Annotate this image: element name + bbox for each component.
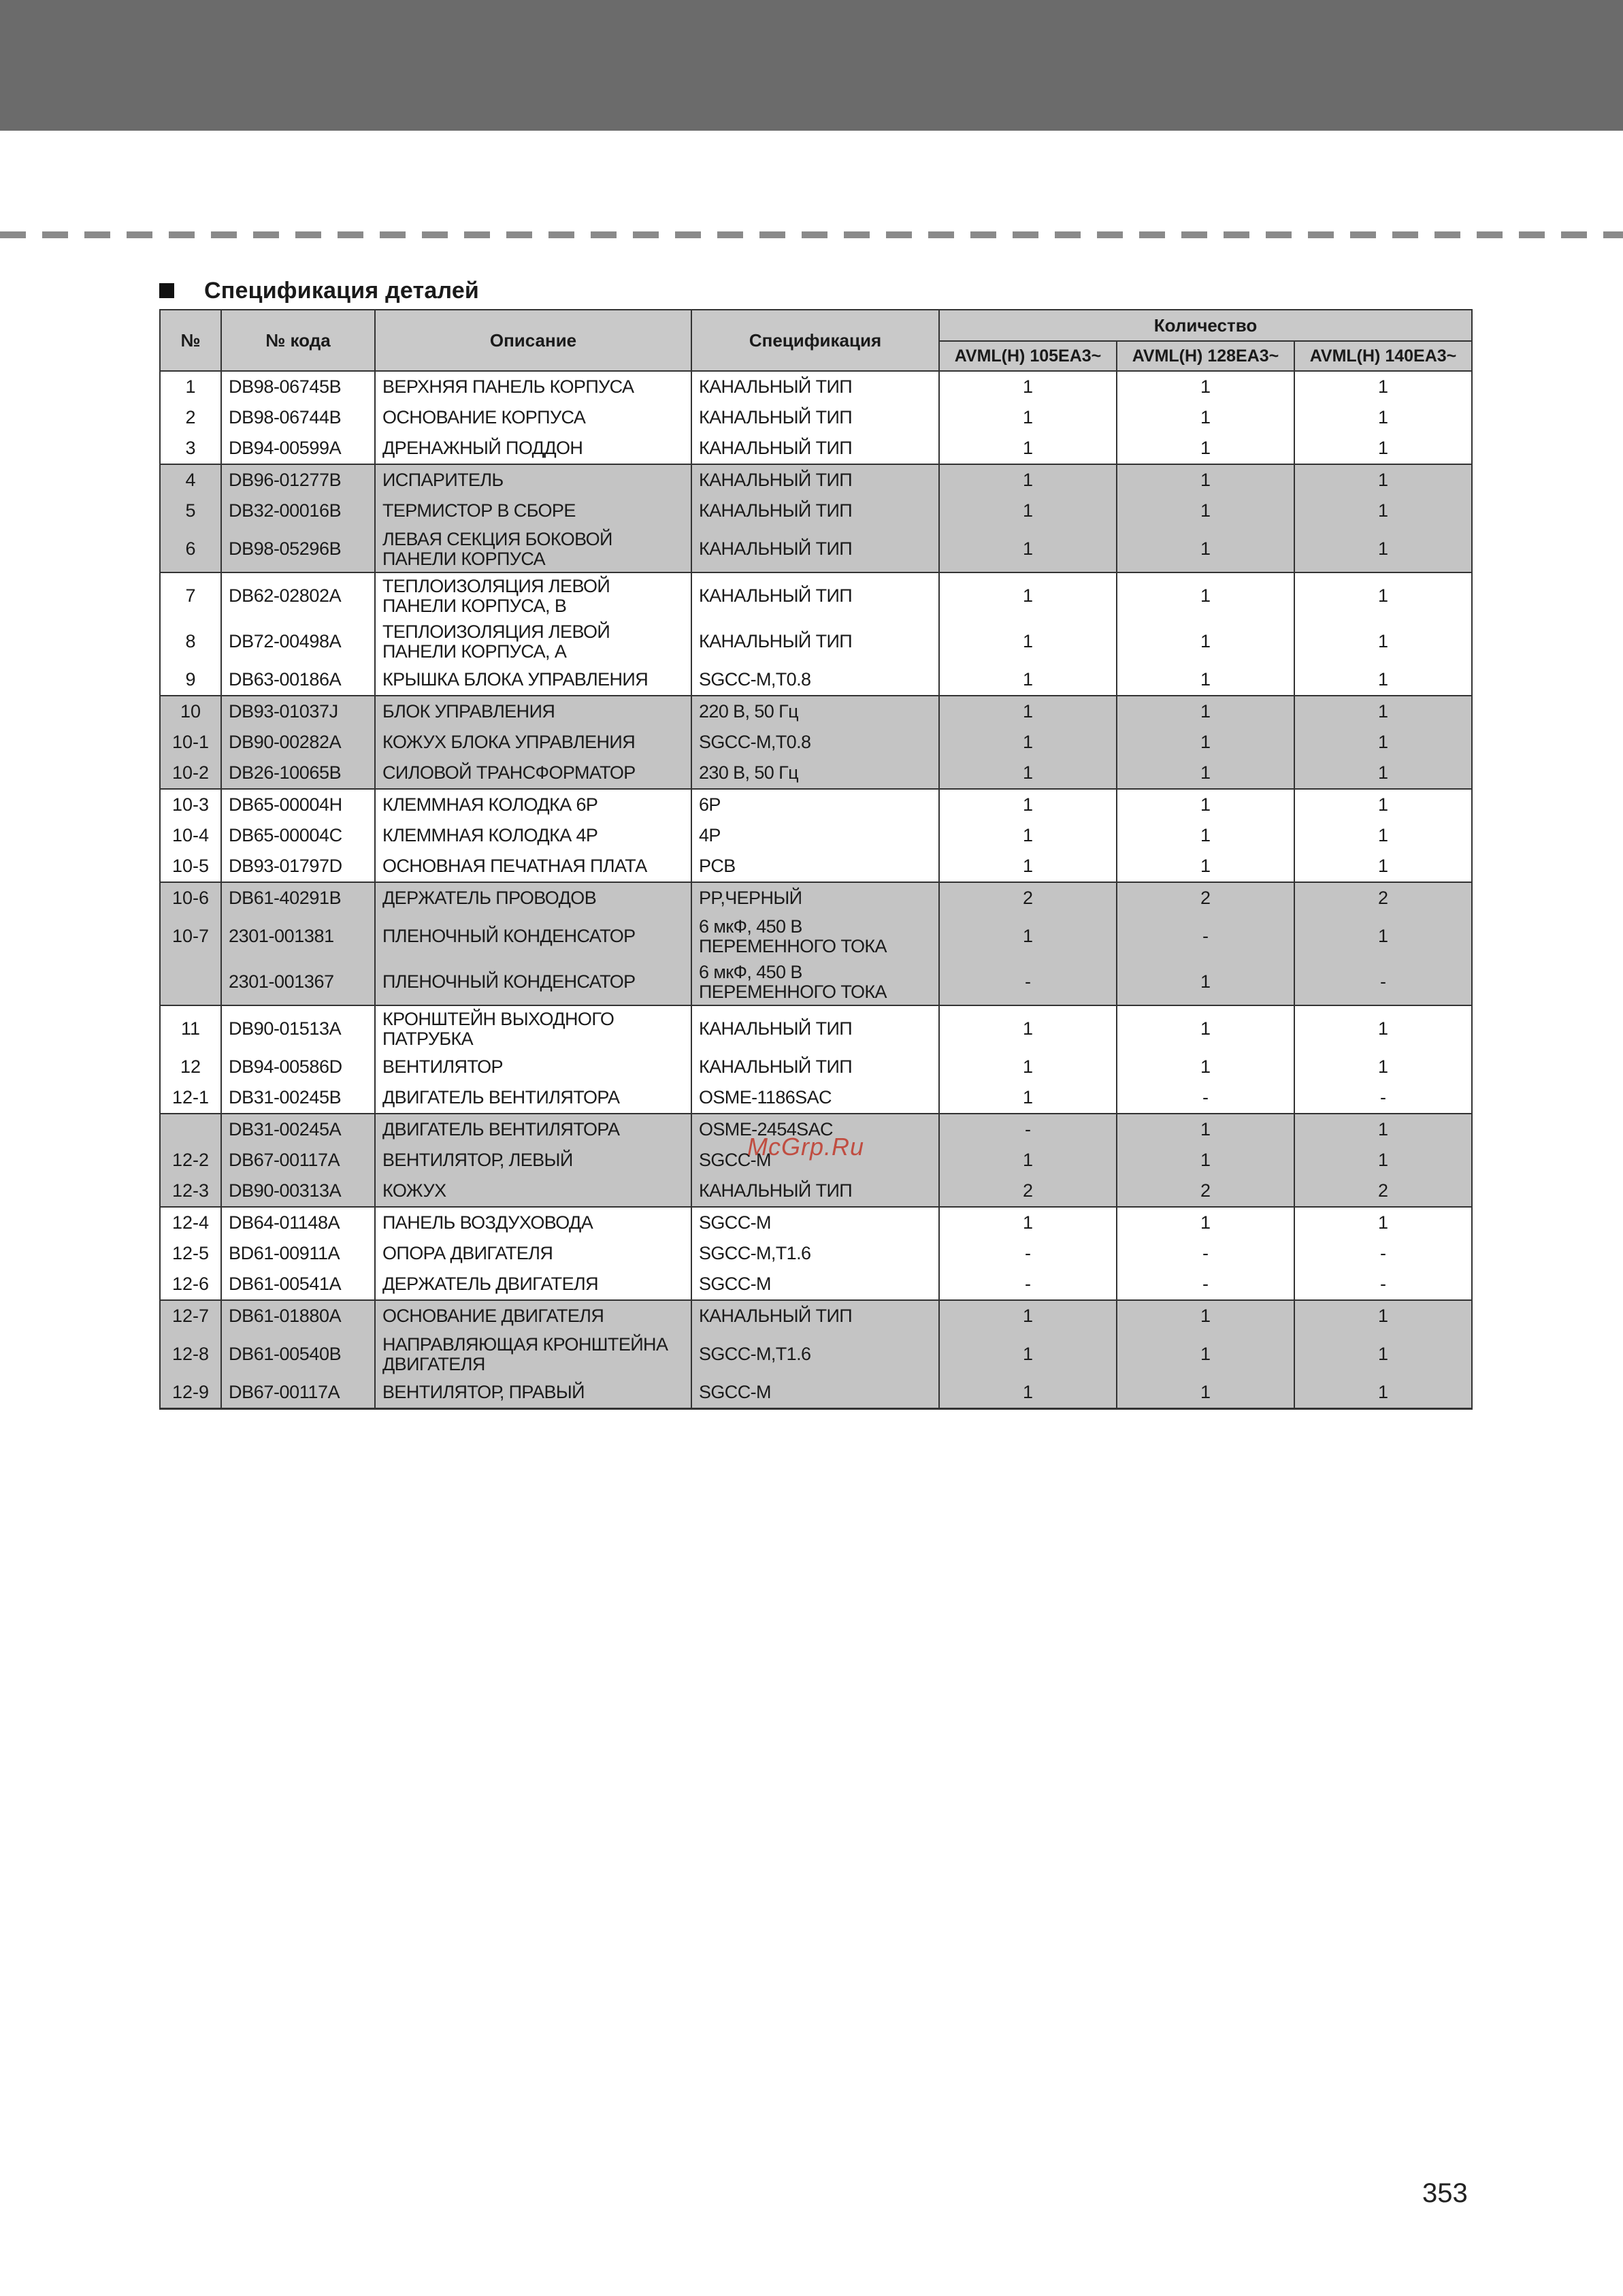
- cell-code: DB31-00245B: [221, 1082, 375, 1114]
- cell-qty-140: 1: [1294, 371, 1472, 402]
- cell-no: 1: [160, 371, 221, 402]
- cell-specification: КАНАЛЬНЫЙ ТИП: [691, 526, 939, 572]
- table-row: [160, 1269, 1472, 1300]
- cell-qty-105: 1: [939, 572, 1117, 619]
- cell-specification: SGCC-M,T1.6: [691, 1238, 939, 1269]
- table-row: [160, 1207, 1472, 1238]
- cell-specification: КАНАЛЬНЫЙ ТИП: [691, 1005, 939, 1052]
- table-row: [160, 727, 1472, 758]
- cell-specification: PCB: [691, 851, 939, 882]
- cell-no: [160, 959, 221, 1005]
- cell-qty-105: 1: [939, 619, 1117, 664]
- cell-description: ДЕРЖАТЕЛЬ ПРОВОДОВ: [375, 882, 691, 913]
- cell-qty-105: -: [939, 1269, 1117, 1300]
- cell-specification: SGCC-M,T0.8: [691, 664, 939, 696]
- cell-description: ВЕРХНЯЯ ПАНЕЛЬ КОРПУСА: [375, 371, 691, 402]
- cell-code: DB93-01797D: [221, 851, 375, 882]
- cell-qty-105: 1: [939, 1005, 1117, 1052]
- cell-qty-105: 1: [939, 496, 1117, 526]
- cell-no: 10-6: [160, 882, 221, 913]
- cell-description: ТЕПЛОИЗОЛЯЦИЯ ЛЕВОЙ ПАНЕЛИ КОРПУСА, В: [375, 572, 691, 619]
- cell-qty-140: 1: [1294, 1207, 1472, 1238]
- cell-description: СИЛОВОЙ ТРАНСФОРМАТОР: [375, 758, 691, 789]
- cell-qty-128: 1: [1117, 464, 1294, 496]
- cell-code: DB63-00186A: [221, 664, 375, 696]
- cell-qty-105: 1: [939, 1145, 1117, 1176]
- cell-qty-128: -: [1117, 913, 1294, 959]
- cell-description: КРОНШТЕЙН ВЫХОДНОГО ПАТРУБКА: [375, 1005, 691, 1052]
- table-row: [160, 820, 1472, 851]
- cell-qty-128: -: [1117, 1082, 1294, 1114]
- cell-no: 10-4: [160, 820, 221, 851]
- cell-no: 5: [160, 496, 221, 526]
- cell-qty-140: 1: [1294, 526, 1472, 572]
- cell-specification: OSME-1186SAC: [691, 1082, 939, 1114]
- section-title: Спецификация деталей: [204, 277, 480, 304]
- cell-description: ОПОРА ДВИГАТЕЛЯ: [375, 1238, 691, 1269]
- cell-description: ДВИГАТЕЛЬ ВЕНТИЛЯТОРА: [375, 1082, 691, 1114]
- cell-code: DB98-06745B: [221, 371, 375, 402]
- section-heading: [159, 274, 479, 308]
- cell-description: ИСПАРИТЕЛЬ: [375, 464, 691, 496]
- header-quantity: Количество: [939, 310, 1472, 341]
- cell-qty-140: 1: [1294, 727, 1472, 758]
- cell-no: 9: [160, 664, 221, 696]
- table-row: [160, 526, 1472, 572]
- table-row: [160, 433, 1472, 464]
- cell-qty-140: 1: [1294, 758, 1472, 789]
- cell-specification: КАНАЛЬНЫЙ ТИП: [691, 433, 939, 464]
- cell-qty-128: -: [1117, 1238, 1294, 1269]
- cell-code: 2301-001381: [221, 913, 375, 959]
- cell-qty-128: 1: [1117, 664, 1294, 696]
- cell-qty-128: 1: [1117, 727, 1294, 758]
- table-row: [160, 1005, 1472, 1052]
- cell-specification: 6 мкФ, 450 В ПЕРЕМЕННОГО ТОКА: [691, 959, 939, 1005]
- cell-description: БЛОК УПРАВЛЕНИЯ: [375, 696, 691, 727]
- cell-no: 8: [160, 619, 221, 664]
- table-row: [160, 913, 1472, 959]
- cell-no: 12-5: [160, 1238, 221, 1269]
- cell-qty-140: 1: [1294, 1377, 1472, 1409]
- table-row: [160, 789, 1472, 820]
- cell-qty-128: 1: [1117, 820, 1294, 851]
- cell-description: ДЕРЖАТЕЛЬ ДВИГАТЕЛЯ: [375, 1269, 691, 1300]
- cell-specification: 220 В, 50 Гц: [691, 696, 939, 727]
- cell-qty-128: 1: [1117, 619, 1294, 664]
- cell-specification: КАНАЛЬНЫЙ ТИП: [691, 1052, 939, 1082]
- cell-description: ОСНОВНАЯ ПЕЧАТНАЯ ПЛАТА: [375, 851, 691, 882]
- cell-qty-128: 1: [1117, 371, 1294, 402]
- cell-code: DB61-00541A: [221, 1269, 375, 1300]
- cell-description: ПЛЕНОЧНЫЙ КОНДЕНСАТОР: [375, 913, 691, 959]
- cell-qty-105: -: [939, 1114, 1117, 1145]
- cell-qty-105: 1: [939, 758, 1117, 789]
- cell-code: DB26-10065B: [221, 758, 375, 789]
- cell-no: 4: [160, 464, 221, 496]
- cell-no: 10-3: [160, 789, 221, 820]
- cell-specification: SGCC-M: [691, 1145, 939, 1176]
- cell-qty-105: 1: [939, 433, 1117, 464]
- cell-specification: 6P: [691, 789, 939, 820]
- cell-qty-128: 1: [1117, 758, 1294, 789]
- cell-description: КРЫШКА БЛОКА УПРАВЛЕНИЯ: [375, 664, 691, 696]
- cell-code: DB98-05296B: [221, 526, 375, 572]
- cell-specification: КАНАЛЬНЫЙ ТИП: [691, 619, 939, 664]
- cell-qty-140: 1: [1294, 1005, 1472, 1052]
- cell-no: 11: [160, 1005, 221, 1052]
- cell-specification: КАНАЛЬНЫЙ ТИП: [691, 496, 939, 526]
- cell-qty-140: 1: [1294, 1331, 1472, 1377]
- cell-qty-105: 1: [939, 526, 1117, 572]
- cell-qty-140: -: [1294, 1269, 1472, 1300]
- cell-qty-140: 1: [1294, 433, 1472, 464]
- cell-code: 2301-001367: [221, 959, 375, 1005]
- cell-qty-140: 1: [1294, 820, 1472, 851]
- cell-qty-105: 2: [939, 882, 1117, 913]
- cell-qty-128: 1: [1117, 1114, 1294, 1145]
- table-row: [160, 882, 1472, 913]
- table-row: [160, 1377, 1472, 1409]
- cell-code: DB65-00004H: [221, 789, 375, 820]
- header-no: №: [160, 310, 221, 371]
- table-row: [160, 1082, 1472, 1114]
- cell-qty-128: 1: [1117, 1377, 1294, 1409]
- table-row: [160, 1176, 1472, 1207]
- cell-qty-140: 1: [1294, 664, 1472, 696]
- cell-qty-105: 1: [939, 402, 1117, 433]
- table-row: [160, 959, 1472, 1005]
- cell-qty-128: 1: [1117, 526, 1294, 572]
- cell-no: 10-7: [160, 913, 221, 959]
- cell-qty-105: 1: [939, 1207, 1117, 1238]
- cell-qty-140: 2: [1294, 882, 1472, 913]
- cell-no: 12-3: [160, 1176, 221, 1207]
- cell-code: DB90-01513A: [221, 1005, 375, 1052]
- cell-code: DB93-01037J: [221, 696, 375, 727]
- cell-qty-128: 1: [1117, 433, 1294, 464]
- cell-no: 2: [160, 402, 221, 433]
- cell-qty-140: 1: [1294, 1114, 1472, 1145]
- cell-qty-105: 1: [939, 1300, 1117, 1331]
- cell-qty-140: 1: [1294, 572, 1472, 619]
- cell-qty-128: 1: [1117, 402, 1294, 433]
- cell-qty-105: 1: [939, 1377, 1117, 1409]
- cell-qty-105: 1: [939, 696, 1117, 727]
- header-model-128: AVML(H) 128EA3~: [1117, 341, 1294, 371]
- cell-code: DB72-00498A: [221, 619, 375, 664]
- table-row: [160, 696, 1472, 727]
- cell-specification: КАНАЛЬНЫЙ ТИП: [691, 1176, 939, 1207]
- cell-specification: 230 В, 50 Гц: [691, 758, 939, 789]
- cell-description: ПЛЕНОЧНЫЙ КОНДЕНСАТОР: [375, 959, 691, 1005]
- header-code: № кода: [221, 310, 375, 371]
- cell-qty-128: 1: [1117, 959, 1294, 1005]
- cell-code: DB90-00313A: [221, 1176, 375, 1207]
- cell-no: 12-6: [160, 1269, 221, 1300]
- cell-qty-128: 1: [1117, 572, 1294, 619]
- cell-no: 12-4: [160, 1207, 221, 1238]
- cell-no: 10: [160, 696, 221, 727]
- cell-no: 12-2: [160, 1145, 221, 1176]
- cell-qty-140: -: [1294, 1238, 1472, 1269]
- cell-qty-105: 1: [939, 851, 1117, 882]
- cell-code: DB90-00282A: [221, 727, 375, 758]
- cell-qty-105: 1: [939, 1052, 1117, 1082]
- cell-code: DB98-06744B: [221, 402, 375, 433]
- table-row: [160, 1238, 1472, 1269]
- cell-specification: КАНАЛЬНЫЙ ТИП: [691, 572, 939, 619]
- cell-code: BD61-00911A: [221, 1238, 375, 1269]
- table-row: [160, 371, 1472, 402]
- header-description: Описание: [375, 310, 691, 371]
- cell-code: DB96-01277B: [221, 464, 375, 496]
- cell-specification: SGCC-M: [691, 1269, 939, 1300]
- cell-qty-105: 2: [939, 1176, 1117, 1207]
- cell-qty-140: 1: [1294, 402, 1472, 433]
- cell-qty-128: 1: [1117, 1300, 1294, 1331]
- header-model-140: AVML(H) 140EA3~: [1294, 341, 1472, 371]
- cell-qty-140: 1: [1294, 1145, 1472, 1176]
- cell-qty-128: 1: [1117, 1331, 1294, 1377]
- cell-qty-128: 1: [1117, 789, 1294, 820]
- cell-description: ПАНЕЛЬ ВОЗДУХОВОДА: [375, 1207, 691, 1238]
- cell-specification: SGCC-M,T1.6: [691, 1331, 939, 1377]
- cell-specification: КАНАЛЬНЫЙ ТИП: [691, 371, 939, 402]
- cell-code: DB94-00586D: [221, 1052, 375, 1082]
- cell-description: НАПРАВЛЯЮЩАЯ КРОНШТЕЙНА ДВИГАТЕЛЯ: [375, 1331, 691, 1377]
- square-bullet-icon: [159, 283, 174, 298]
- table-row: [160, 496, 1472, 526]
- cell-description: КОЖУХ БЛОКА УПРАВЛЕНИЯ: [375, 727, 691, 758]
- cell-specification: OSME-2454SAC: [691, 1114, 939, 1145]
- cell-code: DB61-01880A: [221, 1300, 375, 1331]
- cell-no: 10-2: [160, 758, 221, 789]
- cell-specification: КАНАЛЬНЫЙ ТИП: [691, 1300, 939, 1331]
- cell-qty-140: 1: [1294, 851, 1472, 882]
- cell-description: КОЖУХ: [375, 1176, 691, 1207]
- cell-qty-140: -: [1294, 1082, 1472, 1114]
- cell-no: 12: [160, 1052, 221, 1082]
- cell-description: ДВИГАТЕЛЬ ВЕНТИЛЯТОРА: [375, 1114, 691, 1145]
- page-number: 353: [1422, 2178, 1468, 2208]
- cell-code: DB31-00245A: [221, 1114, 375, 1145]
- cell-specification: КАНАЛЬНЫЙ ТИП: [691, 464, 939, 496]
- cell-description: ТЕРМИСТОР В СБОРЕ: [375, 496, 691, 526]
- cell-no: 6: [160, 526, 221, 572]
- cell-specification: SGCC-M: [691, 1377, 939, 1409]
- cell-no: 10-5: [160, 851, 221, 882]
- cell-qty-140: 2: [1294, 1176, 1472, 1207]
- dashed-divider: [0, 231, 1623, 238]
- cell-qty-105: -: [939, 959, 1117, 1005]
- cell-qty-128: 1: [1117, 1005, 1294, 1052]
- cell-qty-128: -: [1117, 1269, 1294, 1300]
- table-row: [160, 572, 1472, 619]
- table-row: [160, 464, 1472, 496]
- cell-code: DB61-40291B: [221, 882, 375, 913]
- parts-spec-table: [159, 309, 1473, 1410]
- cell-no: 12-9: [160, 1377, 221, 1409]
- cell-qty-128: 1: [1117, 496, 1294, 526]
- table-row: [160, 1331, 1472, 1377]
- cell-code: DB32-00016B: [221, 496, 375, 526]
- cell-qty-105: 1: [939, 820, 1117, 851]
- cell-qty-105: 1: [939, 727, 1117, 758]
- cell-qty-105: -: [939, 1238, 1117, 1269]
- cell-qty-140: -: [1294, 959, 1472, 1005]
- cell-qty-128: 2: [1117, 1176, 1294, 1207]
- table-row: [160, 402, 1472, 433]
- cell-no: 12-7: [160, 1300, 221, 1331]
- cell-qty-140: 1: [1294, 1052, 1472, 1082]
- header-model-105: AVML(H) 105EA3~: [939, 341, 1117, 371]
- cell-qty-105: 1: [939, 913, 1117, 959]
- cell-qty-140: 1: [1294, 913, 1472, 959]
- header-specification: Спецификация: [691, 310, 939, 371]
- cell-no: [160, 1114, 221, 1145]
- cell-qty-105: 1: [939, 789, 1117, 820]
- cell-qty-105: 1: [939, 371, 1117, 402]
- cell-description: ОСНОВАНИЕ ДВИГАТЕЛЯ: [375, 1300, 691, 1331]
- table-row: [160, 758, 1472, 789]
- cell-qty-128: 1: [1117, 851, 1294, 882]
- cell-specification: SGCC-M,T0.8: [691, 727, 939, 758]
- header-bar: [0, 0, 1623, 131]
- cell-qty-140: 1: [1294, 789, 1472, 820]
- cell-description: ОСНОВАНИЕ КОРПУСА: [375, 402, 691, 433]
- cell-specification: PP,ЧЕРНЫЙ: [691, 882, 939, 913]
- cell-code: DB65-00004C: [221, 820, 375, 851]
- cell-specification: 6 мкФ, 450 В ПЕРЕМЕННОГО ТОКА: [691, 913, 939, 959]
- cell-code: DB62-02802A: [221, 572, 375, 619]
- cell-qty-128: 1: [1117, 1145, 1294, 1176]
- table-row: [160, 1300, 1472, 1331]
- cell-qty-128: 1: [1117, 696, 1294, 727]
- cell-description: ВЕНТИЛЯТОР, ПРАВЫЙ: [375, 1377, 691, 1409]
- cell-specification: SGCC-M: [691, 1207, 939, 1238]
- cell-qty-105: 1: [939, 1331, 1117, 1377]
- cell-qty-140: 1: [1294, 619, 1472, 664]
- cell-no: 7: [160, 572, 221, 619]
- cell-description: ТЕПЛОИЗОЛЯЦИЯ ЛЕВОЙ ПАНЕЛИ КОРПУСА, А: [375, 619, 691, 664]
- cell-qty-140: 1: [1294, 464, 1472, 496]
- cell-code: DB64-01148A: [221, 1207, 375, 1238]
- cell-description: ЛЕВАЯ СЕКЦИЯ БОКОВОЙ ПАНЕЛИ КОРПУСА: [375, 526, 691, 572]
- cell-qty-128: 1: [1117, 1052, 1294, 1082]
- cell-qty-140: 1: [1294, 1300, 1472, 1331]
- cell-code: DB61-00540B: [221, 1331, 375, 1377]
- cell-qty-105: 1: [939, 1082, 1117, 1114]
- cell-qty-105: 1: [939, 464, 1117, 496]
- table-row: [160, 664, 1472, 696]
- cell-specification: КАНАЛЬНЫЙ ТИП: [691, 402, 939, 433]
- cell-qty-140: 1: [1294, 496, 1472, 526]
- watermark-text: McGrp.Ru: [747, 1133, 865, 1161]
- cell-code: DB67-00117A: [221, 1145, 375, 1176]
- cell-no: 3: [160, 433, 221, 464]
- table-row: [160, 619, 1472, 664]
- cell-no: 12-1: [160, 1082, 221, 1114]
- cell-no: 12-8: [160, 1331, 221, 1377]
- cell-description: КЛЕММНАЯ КОЛОДКА 6Р: [375, 789, 691, 820]
- cell-code: DB94-00599A: [221, 433, 375, 464]
- cell-no: 10-1: [160, 727, 221, 758]
- cell-description: КЛЕММНАЯ КОЛОДКА 4Р: [375, 820, 691, 851]
- cell-qty-128: 2: [1117, 882, 1294, 913]
- table-row: [160, 1052, 1472, 1082]
- cell-description: ВЕНТИЛЯТОР: [375, 1052, 691, 1082]
- cell-description: ДРЕНАЖНЫЙ ПОДДОН: [375, 433, 691, 464]
- cell-qty-105: 1: [939, 664, 1117, 696]
- cell-code: DB67-00117A: [221, 1377, 375, 1409]
- cell-specification: 4P: [691, 820, 939, 851]
- table-row: [160, 851, 1472, 882]
- cell-qty-140: 1: [1294, 696, 1472, 727]
- cell-qty-128: 1: [1117, 1207, 1294, 1238]
- cell-description: ВЕНТИЛЯТОР, ЛЕВЫЙ: [375, 1145, 691, 1176]
